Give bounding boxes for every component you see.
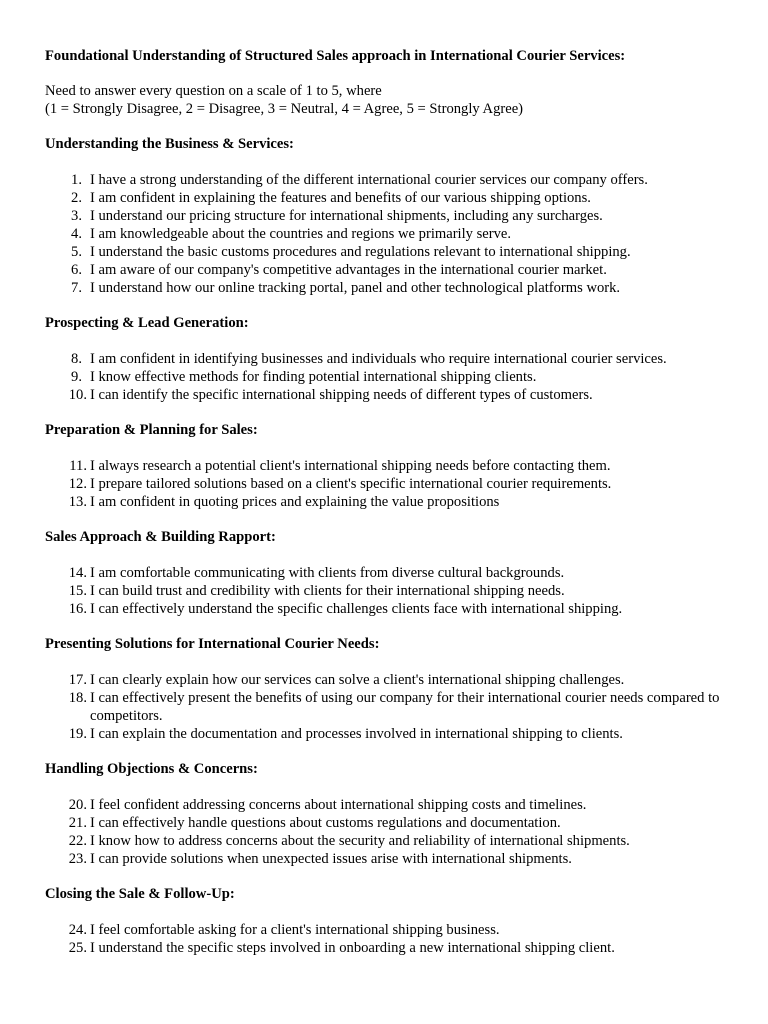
section-heading: Preparation & Planning for Sales: xyxy=(45,422,258,438)
question-text: I prepare tailored solutions based on a client's specific international courier requirements. xyxy=(90,476,612,492)
question-number: 21. xyxy=(68,815,87,831)
question-number: 16. xyxy=(68,601,87,617)
question-text: I feel confident addressing concerns about international shipping costs and timelines. xyxy=(90,797,587,813)
question-number: 17. xyxy=(68,672,87,688)
question-item xyxy=(45,814,735,832)
question-number: 20. xyxy=(68,797,87,813)
question-text: I am aware of our company's competitive advantages in the international courier market. xyxy=(90,262,607,278)
question-item xyxy=(45,261,735,279)
question-item xyxy=(45,600,735,618)
question-text: I am confident in identifying businesses and individuals who require international courier services. xyxy=(90,351,667,367)
section-heading: Closing the Sale & Follow-Up: xyxy=(45,886,235,902)
question-list xyxy=(45,350,735,404)
question-sections xyxy=(45,135,735,957)
question-text: I can effectively present the benefits of using our company for their international courier needs compared to competitors. xyxy=(90,690,720,724)
question-section xyxy=(45,635,735,743)
question-number: 24. xyxy=(68,922,87,938)
question-number: 11. xyxy=(69,458,87,474)
question-item xyxy=(45,921,735,939)
question-text: I am comfortable communicating with clients from diverse cultural backgrounds. xyxy=(90,565,565,581)
question-number: 7. xyxy=(71,280,82,296)
question-text: I can provide solutions when unexpected issues arise with international shipments. xyxy=(90,851,572,867)
question-item xyxy=(45,939,735,957)
question-text: I understand the basic customs procedures and regulations relevant to international shipping. xyxy=(90,244,631,260)
question-item xyxy=(45,493,735,511)
question-list xyxy=(45,564,735,618)
section-heading: Sales Approach & Building Rapport: xyxy=(45,529,276,545)
question-number: 5. xyxy=(71,244,82,260)
question-item xyxy=(45,475,735,493)
question-item xyxy=(45,279,735,297)
question-text: I am knowledgeable about the countries and regions we primarily serve. xyxy=(90,226,512,242)
question-text: I can effectively handle questions about customs regulations and documentation. xyxy=(90,815,561,831)
question-number: 22. xyxy=(68,833,87,849)
question-number: 19. xyxy=(68,726,87,742)
question-number: 10. xyxy=(68,387,87,403)
question-text: I am confident in explaining the features and benefits of our various shipping options. xyxy=(90,190,591,206)
question-number: 4. xyxy=(71,226,82,242)
question-list xyxy=(45,457,735,511)
question-text: I can identify the specific international shipping needs of different types of customers. xyxy=(90,387,593,403)
question-text: I can clearly explain how our services can solve a client's international shipping challenges. xyxy=(90,672,625,688)
question-number: 14. xyxy=(68,565,87,581)
question-text: I know effective methods for finding potential international shipping clients. xyxy=(90,369,537,385)
question-item xyxy=(45,582,735,600)
question-text: I understand our pricing structure for international shipments, including any surcharges. xyxy=(90,208,603,224)
question-list xyxy=(45,796,735,868)
section-heading: Presenting Solutions for International Courier Needs: xyxy=(45,636,380,652)
question-item xyxy=(45,368,735,386)
question-section xyxy=(45,528,735,618)
question-list xyxy=(45,171,735,297)
instruction-line: Need to answer every question on a scale of 1 to 5, where xyxy=(45,83,382,99)
question-text: I can build trust and credibility with clients for their international shipping needs. xyxy=(90,583,565,599)
question-section xyxy=(45,885,735,957)
question-item xyxy=(45,386,735,404)
question-item xyxy=(45,171,735,189)
question-text: I always research a potential client's international shipping needs before contacting them. xyxy=(90,458,611,474)
document-page xyxy=(45,47,735,957)
question-number: 18. xyxy=(68,690,87,706)
question-number: 6. xyxy=(71,262,82,278)
question-item xyxy=(45,457,735,475)
question-number: 2. xyxy=(71,190,82,206)
question-number: 23. xyxy=(68,851,87,867)
rating-scale-instructions xyxy=(45,82,735,118)
question-item xyxy=(45,850,735,868)
section-heading: Handling Objections & Concerns: xyxy=(45,761,258,777)
question-text: I understand the specific steps involved in onboarding a new international shipping client. xyxy=(90,940,615,956)
question-section xyxy=(45,135,735,297)
section-heading: Understanding the Business & Services: xyxy=(45,136,294,152)
question-number: 9. xyxy=(71,369,82,385)
section-heading: Prospecting & Lead Generation: xyxy=(45,315,249,331)
question-text: I understand how our online tracking portal, panel and other technological platforms work. xyxy=(90,280,621,296)
question-text: I can explain the documentation and processes involved in international shipping to clients. xyxy=(90,726,623,742)
question-item xyxy=(45,189,735,207)
document-title: Foundational Understanding of Structured Sales approach in International Courier Services: xyxy=(45,48,626,64)
question-item xyxy=(45,832,735,850)
question-item xyxy=(45,671,735,689)
question-section xyxy=(45,760,735,868)
scale-legend: (1 = Strongly Disagree, 2 = Disagree, 3 = Neutral, 4 = Agree, 5 = Strongly Agree) xyxy=(45,101,524,117)
question-list xyxy=(45,671,735,743)
question-number: 8. xyxy=(71,351,82,367)
question-item xyxy=(45,350,735,368)
question-text: I know how to address concerns about the security and reliability of international shipments. xyxy=(90,833,630,849)
question-text: I feel comfortable asking for a client's international shipping business. xyxy=(90,922,500,938)
question-number: 12. xyxy=(68,476,87,492)
question-text: I am confident in quoting prices and explaining the value propositions xyxy=(90,494,500,510)
question-text: I have a strong understanding of the different international courier services our company offers. xyxy=(90,172,648,188)
question-number: 25. xyxy=(68,940,87,956)
question-section xyxy=(45,421,735,511)
question-item xyxy=(45,225,735,243)
question-item xyxy=(45,564,735,582)
question-number: 15. xyxy=(68,583,87,599)
question-item xyxy=(45,243,735,261)
question-item xyxy=(45,207,735,225)
question-number: 3. xyxy=(71,208,82,224)
question-number: 13. xyxy=(68,494,87,510)
question-section xyxy=(45,314,735,404)
question-number: 1. xyxy=(71,172,82,188)
question-text: I can effectively understand the specific challenges clients face with international shipping. xyxy=(90,601,623,617)
question-item xyxy=(45,796,735,814)
question-item xyxy=(45,725,735,743)
question-item xyxy=(45,689,735,725)
question-list xyxy=(45,921,735,957)
